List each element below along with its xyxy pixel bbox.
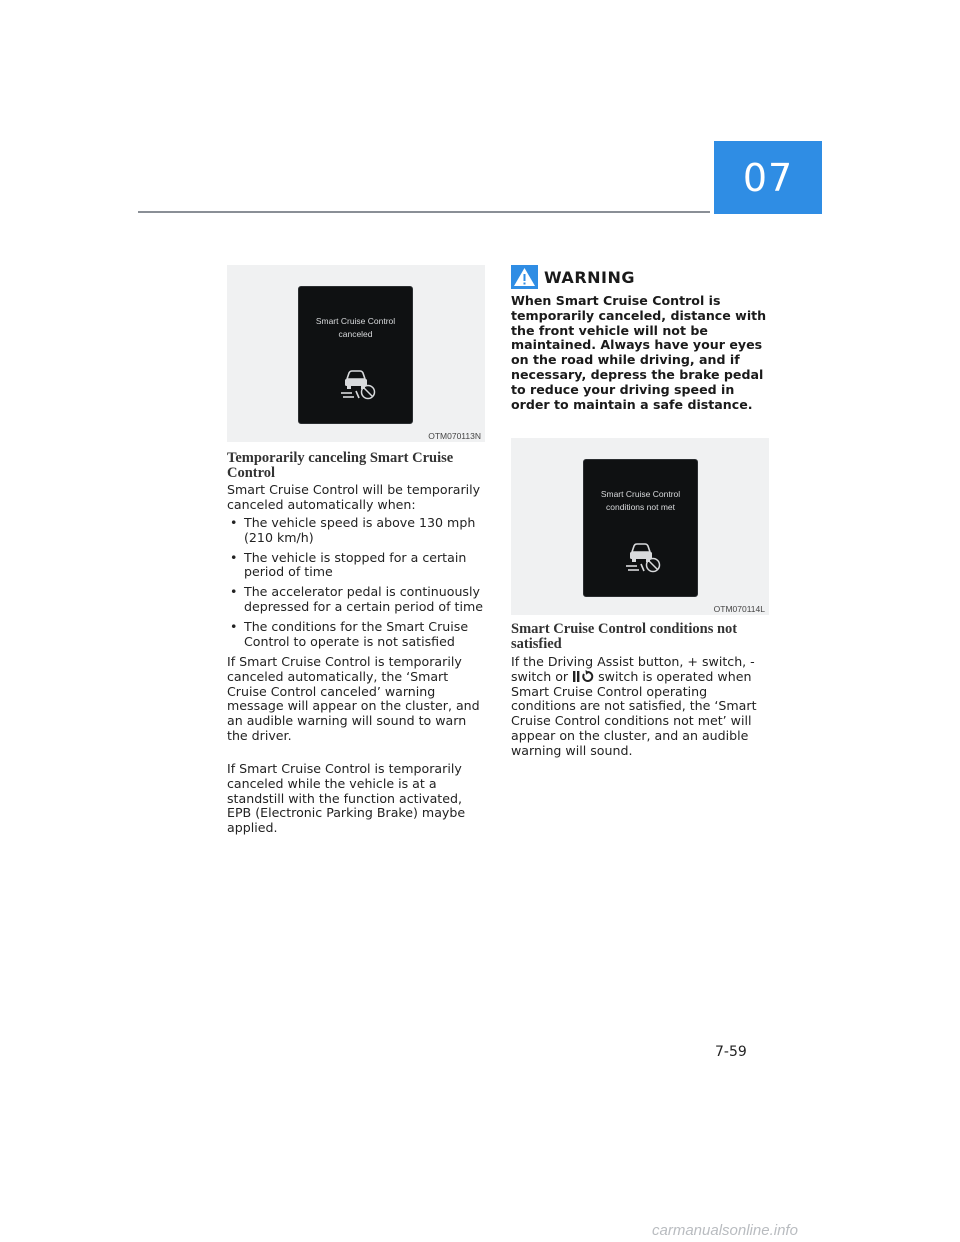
warning-title: WARNING	[544, 267, 635, 287]
page-number: 7-59	[715, 1044, 747, 1060]
warning-header	[511, 264, 635, 290]
cluster-message-line: Smart Cruise Control	[315, 316, 396, 326]
distance-switch-icon	[572, 670, 594, 683]
figure-cruise-conditions-not-met	[511, 438, 769, 615]
cluster-message	[584, 488, 697, 514]
cluster-message	[299, 315, 412, 341]
list-item: • The vehicle is stopped for a certain period of time	[227, 551, 489, 581]
list-item: • The vehicle speed is above 130 mph (210 km/h)	[227, 516, 489, 546]
figure-code: OTM070113N	[428, 431, 481, 441]
watermark: carmanualsonline.info	[652, 1222, 798, 1239]
paragraph: If Smart Cruise Control is temporarily canceled while the vehicle is at a standstill with the function activated, EPB (Electronic Parking Brake) maybe applied.	[227, 761, 466, 836]
paragraph	[511, 655, 773, 759]
figure-cruise-canceled	[227, 265, 485, 442]
section-heading: Smart Cruise Control conditions not satisfied	[511, 621, 738, 652]
chapter-rule	[138, 211, 710, 213]
cluster-screen	[298, 286, 413, 424]
warning-triangle-icon	[511, 265, 538, 289]
text-after-icon: switch is operated when Smart Cruise Control operating conditions are not satisfied, the ‘Smart Cruise Control conditions not met’ will appear on the cluster, and an audible warning will sound.	[511, 668, 757, 758]
list-item: • The accelerator pedal is continuously depressed for a certain period of time	[227, 585, 489, 615]
chapter-tab: 07	[714, 141, 822, 214]
smart-cruise-off-icon	[624, 538, 664, 574]
smart-cruise-off-icon	[339, 365, 379, 401]
cluster-screen	[583, 459, 698, 597]
figure-code: OTM070114L	[713, 604, 765, 614]
cluster-message-line: canceled	[338, 329, 373, 339]
cluster-message-line: Smart Cruise Control	[600, 489, 681, 499]
section-intro: Smart Cruise Control will be temporarily canceled automatically when:	[227, 482, 481, 512]
section-heading: Temporarily canceling Smart Cruise Control	[227, 450, 454, 481]
list-item: • The conditions for the Smart Cruise Control to operate is not satisfied	[227, 620, 489, 650]
warning-body: When Smart Cruise Control is temporarily canceled, distance with the front vehicle will not be maintained. Always have your eyes on the road while driving, and if necessary, depress the brake pedal to reduce your driving speed in order to maintain a safe distance.	[511, 293, 767, 412]
paragraph: If Smart Cruise Control is temporarily canceled automatically, the ‘Smart Cruise Control canceled’ warning message will appear on the cluster, and an audible warning will sound to warn the driver.	[227, 654, 480, 743]
cluster-message-line: conditions not met	[606, 502, 675, 512]
cancel-conditions-list	[227, 516, 489, 654]
text-before-icon: If the Driving Assist button, + switch, - switch or	[511, 654, 755, 684]
